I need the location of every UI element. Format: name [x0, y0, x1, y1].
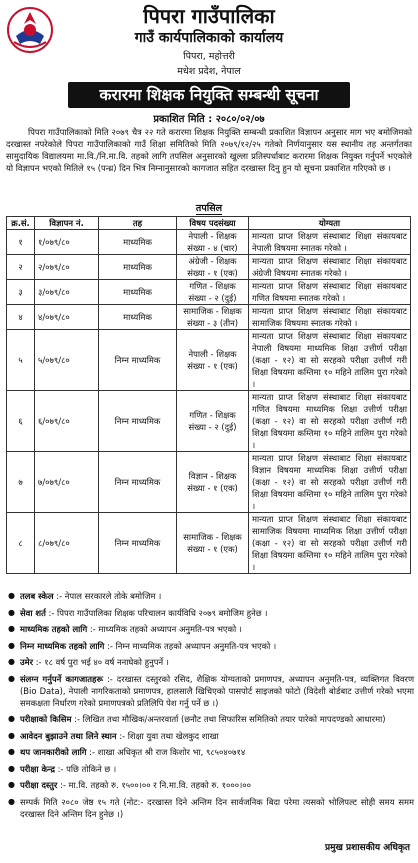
- row-subject: गणित - शिक्षक संख्या - २ (दुई): [177, 391, 249, 452]
- term-label: थप जानकारीको लागि: [20, 747, 87, 757]
- term-text: :- शाखा अधिकृत श्री राज किशोर भा, ९८५०४०७१४: [89, 747, 246, 757]
- row-ad-no: ४/०७९/८०: [35, 305, 99, 330]
- row-subject: सामाजिक - शिक्षक संख्या - १ (एक): [177, 513, 249, 574]
- row-ad-no: ८/०७९/८०: [35, 513, 99, 574]
- table-row: [7, 391, 411, 452]
- row-qualification: मान्यता प्राप्त शिक्षण संस्थाबाट शिक्षा संकायबाट गणित विषयमा माध्यमिक शिक्षा उत्तीर्ण परीक्षा (कक्षा - १२) वा सो सरहको परीक्षा उत्तीर्ण गरी शिक्षा विषयमा कम्तिमा १० महिने तालिम पुरा गरेको ।: [249, 391, 411, 452]
- row-sn: ५: [7, 330, 35, 391]
- row-sn: ७: [7, 452, 35, 513]
- term-label: निम्न माध्यमिक तहको लागि: [20, 640, 105, 651]
- term-text: :- पछि तोकिने छ ।: [57, 763, 117, 774]
- header-ad-no: विज्ञापन नं.: [35, 217, 99, 230]
- term-text: :- मा.वि. तहको रु. १५००।०० र नि.मा.वि. तहको रु. १०००।००: [60, 780, 251, 790]
- row-subject: अंग्रेजी - शिक्षक संख्या - १ (एक): [177, 255, 249, 280]
- table-row: [7, 255, 411, 280]
- row-subject: सामाजिक - शिक्षक संख्या - ३ (तीन): [177, 305, 249, 330]
- address-line-1: पिपरा, महोत्तरी: [183, 51, 235, 62]
- list-item: [6, 730, 414, 742]
- list-item: [6, 640, 414, 652]
- term-label: परीक्षा केन्द्र: [20, 763, 55, 774]
- row-level: माध्यमिक: [99, 230, 177, 255]
- term-label: तलब स्केल: [20, 591, 54, 601]
- table-row: [7, 280, 411, 305]
- row-qualification: मान्यता प्राप्त शिक्षण संस्थाबाट शिक्षा संकायबाट अंग्रेजी विषयमा स्नातक गरेको ।: [249, 255, 411, 280]
- table-row: [7, 452, 411, 513]
- row-level: माध्यमिक: [99, 305, 177, 330]
- term-text: :- माध्यमिक तहको अध्यापन अनुमति-पत्र भएको ।: [89, 624, 242, 634]
- letterhead: [0, 0, 418, 82]
- row-level: माध्यमिक: [99, 255, 177, 280]
- row-ad-no: ७/०७९/८०: [35, 452, 99, 513]
- office-subtitle: गाउँ कार्यपालिकाको कार्यालय: [134, 30, 284, 46]
- header-subject: विषय पदसंख्या: [177, 217, 249, 230]
- table-row: [7, 230, 411, 255]
- row-subject: गणित - शिक्षक संख्या - २ (दुई): [177, 280, 249, 305]
- term-text: :- दरखास्त दस्तुरको रसिद, शैक्षिक योग्यताको प्रमाणपत्र, अध्यापन अनुमति-पत्र, व्यक्तिगत विवरण (Bio Data), नेपाली नागरिकताको प्रमाणपत्र, हालसालै खिचिएको पासपोर्ट साइजको फोटो (विदेशी बोर्डबाट उत्तीर्ण गरेको भएमा समकक्षता निर्धारण गरेको प्रमाणपत्रको प्रतिलिपि पेश गर्नु पर्ने छ ।): [20, 673, 414, 708]
- term-text: सम्पर्क मिति २०८० जेष्ठ १५ गते (नोट:- दरखास्त दिने अन्तिम दिन सार्वजनिक बिदा परेमा त्यसको भोलिपल्ट सोही समय समम दरखास्त दिने अन्तिम दिन हुनेछ ।): [20, 796, 414, 819]
- list-item: [6, 673, 414, 709]
- list-item: [6, 623, 414, 635]
- term-label: माध्यमिक तहको लागि: [20, 624, 88, 634]
- row-qualification: मान्यता प्राप्त शिक्षण संस्थाबाट शिक्षा संकायबाट सामाजिक विषयमा माध्यमिक शिक्षा उत्तीर्ण परीक्षा (कक्षा - १२) वा सो सरहको परीक्षा उत्तीर्ण गरी शिक्षा विषयमा कम्तिमा १० महिने तालिम पुरा गरेको ।: [249, 513, 411, 574]
- list-item: [6, 590, 414, 602]
- row-sn: ३: [7, 280, 35, 305]
- table-row: [7, 305, 411, 330]
- row-ad-no: ५/०७९/८०: [35, 330, 99, 391]
- header-qualification: योग्यता: [249, 217, 411, 230]
- term-text: :- शिक्षा युवा तथा खेलकुद शाखा: [119, 730, 219, 741]
- term-text: :- लिखित तथा मौखिक/अन्तरवार्ता (छनौट तथा सिफारिस समितिको तयार पारेको मापदण्डको आधारमा): [74, 714, 386, 724]
- term-label: परीक्षाको किसिम: [20, 714, 72, 724]
- term-label: संलग्न गर्नुपर्ने कागजातहरू: [20, 673, 103, 684]
- row-qualification: मान्यता प्राप्त शिक्षण संस्थाबाट शिक्षा संकायबाट नेपाली विषयमा माध्यमिक शिक्षा उत्तीर्ण परीक्षा (कक्षा - १२) वा सो सरहको परीक्षा उत्तीर्ण गरी शिक्षा विषयमा कम्तिमा १० महिने तालिम पुरा गरेको ।: [249, 330, 411, 391]
- published-date: प्रकाशित मिति : २०८०/०२/०७: [153, 114, 265, 125]
- term-label: सेवा शर्त: [20, 607, 46, 618]
- row-ad-no: १/०७९/८०: [35, 230, 99, 255]
- term-label: उमेर: [20, 657, 34, 667]
- row-level: निम्न माध्यमिक: [99, 330, 177, 391]
- notice-title: करारमा शिक्षक नियुक्ति सम्बन्धी सूचना: [99, 86, 319, 104]
- row-qualification: मान्यता प्राप्त शिक्षण संस्थाबाट शिक्षा संकायबाट सामाजिक विषयमा स्नातक गरेको ।: [249, 305, 411, 330]
- list-item: [6, 796, 414, 820]
- row-subject: नेपाली - शिक्षक संख्या - १ (एक): [177, 330, 249, 391]
- term-text: :- नेपाल सरकारले तोके बमोजिम ।: [56, 591, 162, 601]
- row-level: निम्न माध्यमिक: [99, 452, 177, 513]
- row-subject: विज्ञान - शिक्षक संख्या - १ (एक): [177, 452, 249, 513]
- row-sn: १: [7, 230, 35, 255]
- list-item: [6, 656, 414, 668]
- table-header-row: [7, 217, 411, 230]
- signatory-title: प्रमुख प्रशासकीय अधिकृत: [324, 843, 410, 853]
- row-level: निम्न माध्यमिक: [99, 513, 177, 574]
- row-sn: २: [7, 255, 35, 280]
- term-text: :- पिपरा गाउँपालिका शिक्षक परिचालन कार्यविधि २०७९ बमोजिम हुनेछ ।: [48, 607, 268, 618]
- header-sn: क्र.सं.: [7, 217, 35, 230]
- schedule-table: [6, 216, 411, 574]
- header-level: तह: [99, 217, 177, 230]
- row-qualification: मान्यता प्राप्त शिक्षण संस्थाबाट शिक्षा संकायबाट नेपाली विषयमा स्नातक गरेको ।: [249, 230, 411, 255]
- row-sn: ४: [7, 305, 35, 330]
- row-ad-no: ३/०७९/८०: [35, 280, 99, 305]
- office-name: पिपरा गाउँपालिका: [143, 4, 275, 28]
- row-ad-no: ६/०७९/८०: [35, 391, 99, 452]
- list-item: [6, 607, 414, 619]
- table-row: [7, 513, 411, 574]
- table-row: [7, 330, 411, 391]
- list-item: [6, 779, 414, 791]
- term-label: परीक्षा दस्तुर: [20, 780, 58, 790]
- notice-title-banner: [68, 82, 350, 108]
- row-qualification: मान्यता प्राप्त शिक्षण संस्थाबाट शिक्षा संकायबाट विज्ञान विषयमा माध्यमिक शिक्षा उत्तीर्ण परीक्षा (कक्षा - १२) वा सो सरहको परीक्षा उत्तीर्ण गरी शिक्षा विषयमा कम्तिमा १० महिने तालिम पुरा गरेको ।: [249, 452, 411, 513]
- term-label: आवेदन बुझाउने तथा लिने स्थान: [20, 730, 117, 741]
- term-text: :- १८ वर्ष पुरा भई ४० वर्ष ननाघेको हुनुपर्ने ।: [35, 657, 169, 667]
- row-level: माध्यमिक: [99, 280, 177, 305]
- schedule-title: तपसिल: [195, 203, 223, 214]
- row-subject: नेपाली - शिक्षक संख्या - ४ (चार): [177, 230, 249, 255]
- list-item: [6, 763, 414, 775]
- row-ad-no: २/०७९/८०: [35, 255, 99, 280]
- row-level: निम्न माध्यमिक: [99, 391, 177, 452]
- row-qualification: मान्यता प्राप्त शिक्षण संस्थाबाट शिक्षा संकायबाट गणित विषयमा स्नातक गरेको ।: [249, 280, 411, 305]
- row-sn: ८: [7, 513, 35, 574]
- list-item: [6, 746, 414, 758]
- address-line-2: मधेश प्रदेश, नेपाल: [177, 66, 241, 77]
- list-item: [6, 713, 414, 725]
- row-sn: ६: [7, 391, 35, 452]
- intro-paragraph: पिपरा गाउँपालिकाको मिति २०७९ चैत्र २२ गते करारमा शिक्षक नियुक्ति सम्बन्धी प्रकाशित विज्ञापन अनुसार माग भए बमोजिमको दरखास्त नपरेकोले पिपरा गाउँपालिकाको गाउँ शिक्षा समितिको मिति २०७९/१२/२५ गतेको निर्णयानुसार यस स्थानीय तह अन्तर्गतका सामुदायिक विद्यालयमा मा.वि./नि.मा.वि. तहको लागि तपसिल अनुसारको खुल्ला प्रतिस्पर्धाबाट करारमा शिक्षक नियुक्त गर्नुपर्ने भएकोले यो विज्ञापन भएको मितिले १५ (पन्ध्र) दिन भित्र निम्नानुसारको कागजात सहित दरखास्त दिनु हुन यो सूचना प्रकाशित गरिएको छ ।: [6, 127, 412, 173]
- term-text: :- निम्न माध्यमिक तहको अध्यापन अनुमति-पत्र भएको ।: [107, 640, 277, 651]
- terms-list: [6, 590, 414, 824]
